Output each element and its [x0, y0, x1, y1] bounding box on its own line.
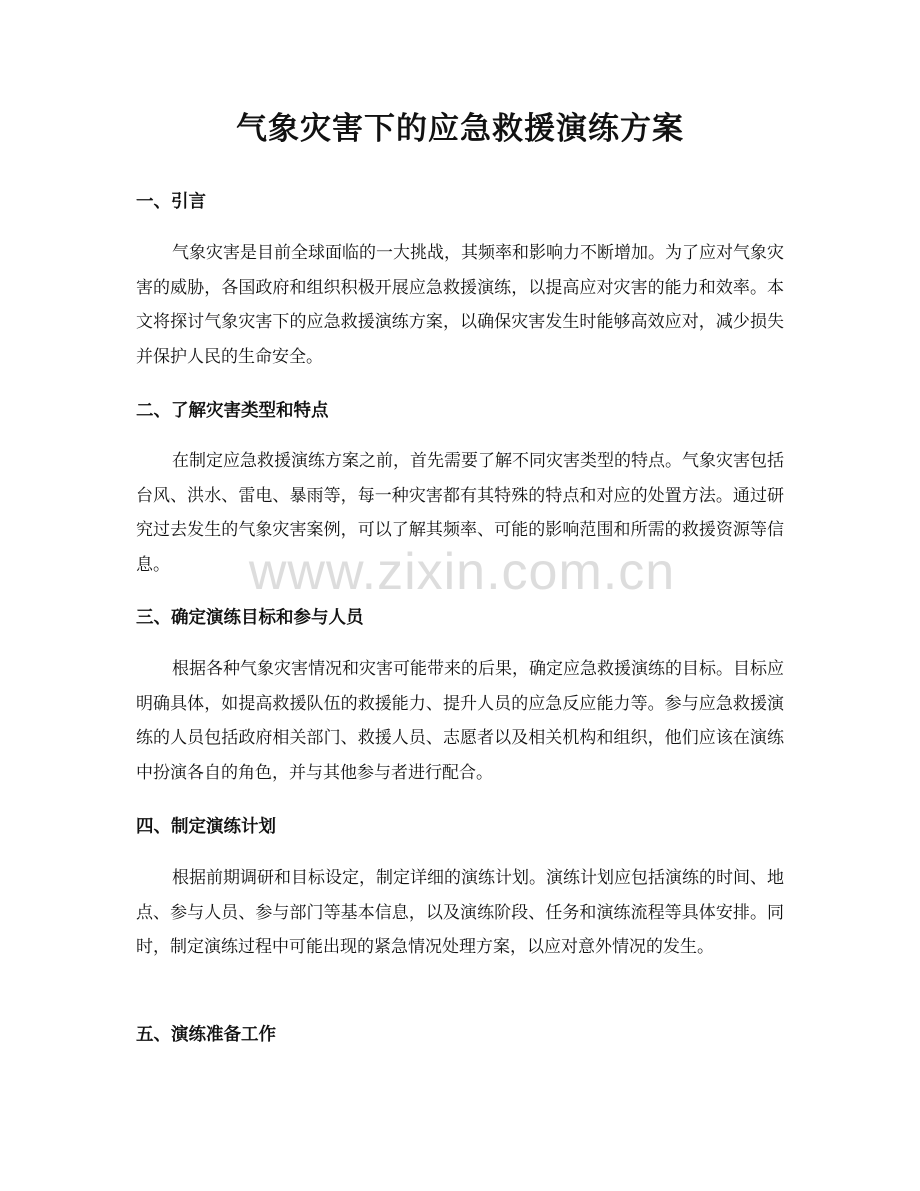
section-paragraph-goals: 根据各种气象灾害情况和灾害可能带来的后果，确定应急救援演练的目标。目标应明确具体，如提高救援队伍的救援能力、提升人员的应急反应能力等。参与应急救援演练的人员包括政府相关部门、救援人员、志愿者以及相关机构和组织，他们应该在演练中扮演各自的角色，并与其他参与者进行配合。 [136, 659, 784, 783]
section-paragraph-plan: 根据前期调研和目标设定，制定详细的演练计划。演练计划应包括演练的时间、地点、参与人员、参与部门等基本信息，以及演练阶段、任务和演练流程等具体安排。同时，制定演练过程中可能出现的紧急情况处理方案，以应对意外情况的发生。 [136, 868, 784, 958]
section-heading-preparation: 五、演练准备工作 [136, 1025, 276, 1045]
section-heading-plan: 四、制定演练计划 [136, 817, 276, 837]
document-title: 气象灾害下的应急救援演练方案 [236, 111, 684, 147]
watermark: www.zixin.com.cn [248, 543, 676, 601]
section-heading-disaster-types: 二、了解灾害类型和特点 [136, 401, 329, 421]
section-heading-goals: 三、确定演练目标和参与人员 [136, 608, 364, 628]
section-paragraph-intro: 气象灾害是目前全球面临的一大挑战，其频率和影响力不断增加。为了应对气象灾害的威胁，各国政府和组织积极开展应急救援演练，以提高应对灾害的能力和效率。本文将探讨气象灾害下的应急救援演练方案，以确保灾害发生时能够高效应对，减少损失并保护人民的生命安全。 [136, 243, 784, 367]
section-heading-intro: 一、引言 [136, 192, 206, 212]
section-paragraph-disaster-types: 在制定应急救援演练方案之前，首先需要了解不同灾害类型的特点。气象灾害包括台风、洪水、雷电、暴雨等，每一种灾害都有其特殊的特点和对应的处置方法。通过研究过去发生的气象灾害案例，可以了解其频率、可能的影响范围和所需的救援资源等信息。 [136, 451, 784, 575]
